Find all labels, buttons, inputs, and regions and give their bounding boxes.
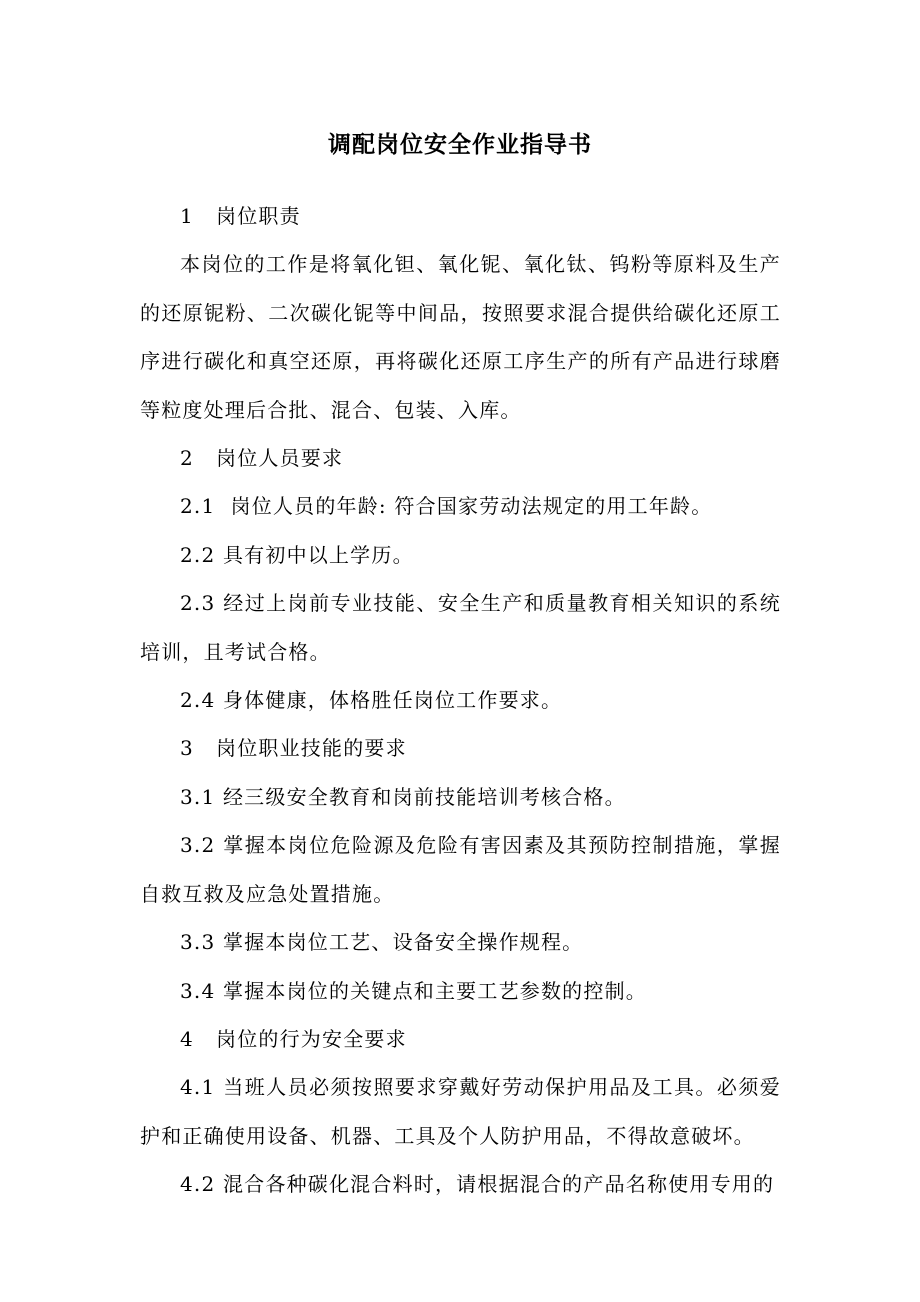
section-number: 2 (180, 446, 194, 471)
section-heading-4 (140, 1015, 781, 1063)
document-title: 调配岗位安全作业指导书 (328, 132, 592, 158)
paragraph: 3.1 经三级安全教育和岗前技能培训考核合格。 (180, 784, 626, 809)
paragraph: 4.1 当班人员必须按照要求穿戴好劳动保护用品及工具。必须爱护和正确使用设备、机器、工具及个人防护用品，不得故意破坏。 (140, 1075, 781, 1148)
paragraph: 3.2 掌握本岗位危险源及危险有害因素及其预防控制措施，掌握自救互救及应急处置措施。 (140, 833, 781, 906)
section-heading-text: 岗位职责 (216, 204, 301, 228)
paragraph: 2.3 经过上岗前专业技能、安全生产和质量教育相关知识的系统培训，且考试合格。 (140, 591, 781, 664)
paragraph: 2.4 身体健康，体格胜任岗位工作要求。 (180, 688, 563, 713)
section-heading-1 (140, 192, 781, 240)
section-heading-3 (140, 724, 781, 772)
section-heading-2 (140, 434, 781, 482)
section-heading-text: 岗位的行为安全要求 (216, 1026, 407, 1051)
paragraph: 3.3 掌握本岗位工艺、设备安全操作规程。 (180, 930, 584, 955)
section-heading-text: 岗位职业技能的要求 (216, 736, 407, 761)
document-body (140, 192, 781, 1209)
section-number: 3 (180, 736, 194, 761)
paragraph: 3.4 掌握本岗位的关键点和主要工艺参数的控制。 (180, 978, 647, 1003)
section-number: 1 (180, 204, 194, 228)
section-number: 4 (180, 1026, 194, 1051)
paragraph: 2.1 岗位人员的年龄: 符合国家劳动法规定的用工年龄。 (180, 494, 713, 519)
paragraph: 4.2 混合各种碳化混合料时，请根据混合的产品名称使用专用的 (180, 1172, 775, 1197)
section-heading-text: 岗位人员要求 (216, 446, 344, 471)
paragraph: 2.2 具有初中以上学历。 (180, 542, 414, 567)
paragraph: 本岗位的工作是将氧化钽、氧化铌、氧化钛、钨粉等原料及生产的还原铌粉、二次碳化铌等中间品，按照要求混合提供给碳化还原工序进行碳化和真空还原，再将碳化还原工序生产的所有产品进行球磨等粒度处理后合批、混合、包装、入库。 (140, 252, 781, 422)
